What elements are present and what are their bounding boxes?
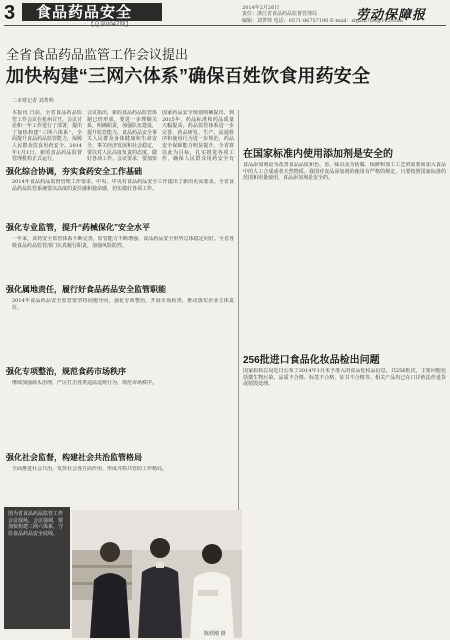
subhead-1: 强化综合协调，夯实食药安全工作基础 [6, 167, 142, 176]
paragraph-f: 全面推进社会共治，发挥社会各方面作用，形成齐抓共管的工作格局。 [12, 466, 168, 472]
inset-text: 图为省食品药品监管工作会议现场。会议强调，要加快构建三网六体系，守住食品药品安全底线。 [8, 511, 64, 537]
article-headline: 加快构建“三网六体系”确保百姓饮食用药安全 [6, 66, 371, 86]
subhead-4: 强化专项整治，规范食药市场秩序 [6, 367, 126, 376]
section-sponsor: 责任：浙江省食品药品监督管理局 [242, 11, 318, 17]
photo-caption: 陈欣刚 摄 [204, 631, 226, 637]
sidebar-headline-2: 256批进口食品化妆品检出问题 [243, 355, 380, 366]
paragraph-b: 2014年食品药品监督管理工作要求，中央、中央对食品药品安全工作提出了新的更高要求。全省食品药品监管系统要以高度的责任感和使命感，切实做好各项工作。 [12, 179, 234, 192]
subhead-5: 强化社会监督，构建社会共治监管格局 [6, 453, 142, 462]
article-right-column: 国家药品安全规划明确提出，到2015年，药品标准和药品质量大幅提高，药品监管体系进一步完善，药品研发、生产、流通秩序和使用行为进一步规范，药品安全保障能力明显提升。全省将以此为目标，扎实推进各项工作，确保人民群众用药安全有 [162, 110, 234, 162]
news-photo-image [72, 510, 242, 638]
subhead-3: 强化属地责任，履行好食品药品安全监管职能 [6, 285, 166, 294]
masthead-logo: 劳动保障报 [356, 8, 427, 23]
sidebar-text-1: 食品添加剂是为改善食品品质和色、香、味以及为防腐、保鲜和加工工艺的需要而加入食品中的人工合成或者天然物质。我国对食品添加剂的使用有严格的规定，只要按照国家标准的范围和用量使用，食品添加剂是安全的。 [243, 162, 446, 182]
article-mid-column: 会议指出，新的食品药品监管体制已经形成，要进一步理顺关系，明确职责，加强队伍建设，提升监管能力。食品药品安全事关人民群众身体健康和生命安全，事关经济发展和社会稳定，要以对人民高度负责的态度，做好各项工作。会议要求，要加快 [87, 110, 157, 162]
inset-box [4, 507, 70, 629]
page-number: 3 [4, 2, 16, 24]
subhead-2: 强化专业监管，提升“药械保化”安全水平 [6, 223, 150, 232]
issue-number [88, 19, 131, 28]
article-intro: 本报讯 日前，全省食品药品监管工作会议在杭州召开。会议讨论和一年工作进行了部署，提出了加快构建“三网六体系”，全面提升食品药品监管能力，保障人民群众饮食用药安全。2014年1月1日，新的食品药品监督管理机构正式运行。 [12, 110, 82, 162]
header-rule [4, 25, 446, 26]
sidebar-text-2: 国家质检总局近日公布了2014年1月未予准入的食品化妆品信息，共256批次，主要问题包括微生物污染、品质不合格、标签不合格、证书不合格等。相关产品均已在口岸依法作退货或销毁处理。 [243, 368, 446, 388]
paragraph-c: 一年来，食药安全监管体系不断完善，监管能力不断增强，食品药品安全形势总体稳定向好。全省各级食品药品监管部门认真履行职责，加强风险防控。 [12, 236, 234, 249]
issue-date: 2014年2月26日 [242, 5, 280, 11]
article-kicker: 全省食品药品监管工作会议提出 [6, 47, 189, 62]
page-header [0, 0, 450, 26]
news-photo [72, 510, 242, 638]
paragraph-e: 继续加强源头治理，严厉打击各类违法违规行为，规范市场秩序。 [12, 380, 158, 386]
sidebar-headline-1: 在国家标准内使用添加剂是安全的 [243, 149, 393, 160]
paragraph-d: 2014年食品药品安全监管要坚持问题导向，强化专项整治，开展专项检查，推动落实企业主体责任。 [12, 298, 234, 311]
section-title: 食品药品安全 [36, 4, 133, 21]
article-byline: 二本财记者 刘菁帅 [12, 98, 54, 104]
editor-contact: 编辑：刘菁帅 电话：0571-86757190 E-mail：zhjxfb760@163.com [242, 18, 403, 24]
